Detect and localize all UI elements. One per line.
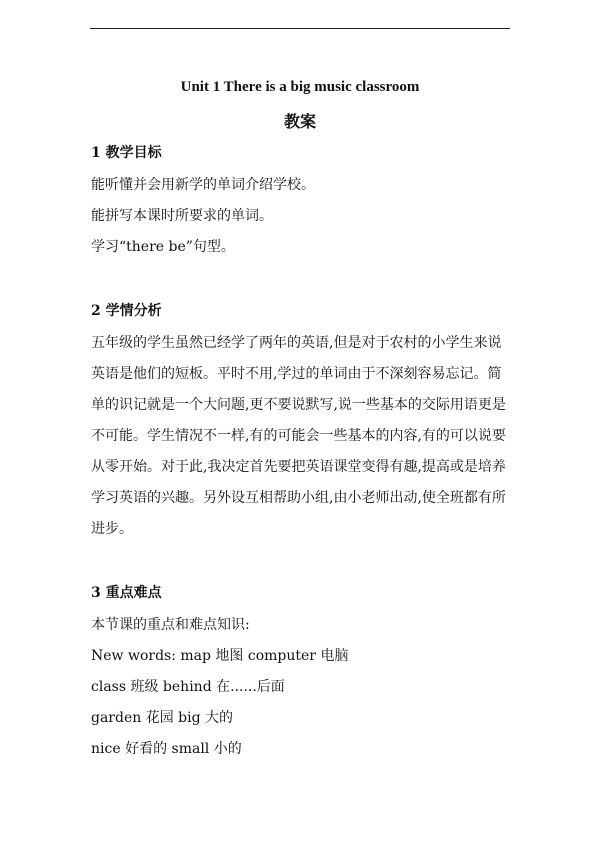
document-subtitle: 教案 [283,112,316,131]
section-key-points [91,583,521,765]
header-rule [90,28,510,29]
vocabulary-line: nice 好看的 small 小的 [91,741,242,757]
paragraph-line: 能拼写本课时所要求的单词。 [91,208,273,224]
paragraph-line: 能听懂并会用新学的单词介绍学校。 [91,177,315,193]
vocabulary-line: New words: map 地图 computer 电脑 [91,648,349,664]
vocabulary-line: garden 花园 big 大的 [91,710,234,726]
section-heading: 2 学情分析 [91,303,162,319]
document-body [91,143,521,765]
paragraph-line: 从零开始。对于此,我决定首先要把英语课堂变得有趣,提高或是培养 [91,459,506,475]
vocabulary-line: class 班级 behind 在......后面 [91,679,285,695]
paragraph-line: 学习“there be”句型。 [91,239,235,255]
document-title: Unit 1 There is a big music classroom [180,79,420,95]
paragraph-line: 进步。 [91,521,133,537]
section-heading: 1 教学目标 [91,145,162,161]
paragraph-line: 不可能。学生情况不一样,有的可能会一些基本的内容,有的可以说要 [91,428,506,444]
paragraph-line: 本节课的重点和难点知识: [91,617,250,633]
section-teaching-objectives [91,143,521,263]
section-heading: 3 重点难点 [91,585,162,601]
paragraph-line: 单的识记就是一个大问题,更不要说默写,说一些基本的交际用语更是 [91,397,506,413]
paragraph-line: 英语是他们的短板。平时不用,学过的单词由于不深刻容易忘记。简 [91,366,502,382]
section-learner-analysis [91,301,521,545]
paragraph-line: 学习英语的兴趣。另外设互相帮助小组,由小老师出动,使全班都有所 [91,490,506,506]
paragraph-line: 五年级的学生虽然已经学了两年的英语,但是对于农村的小学生来说 [91,335,502,351]
